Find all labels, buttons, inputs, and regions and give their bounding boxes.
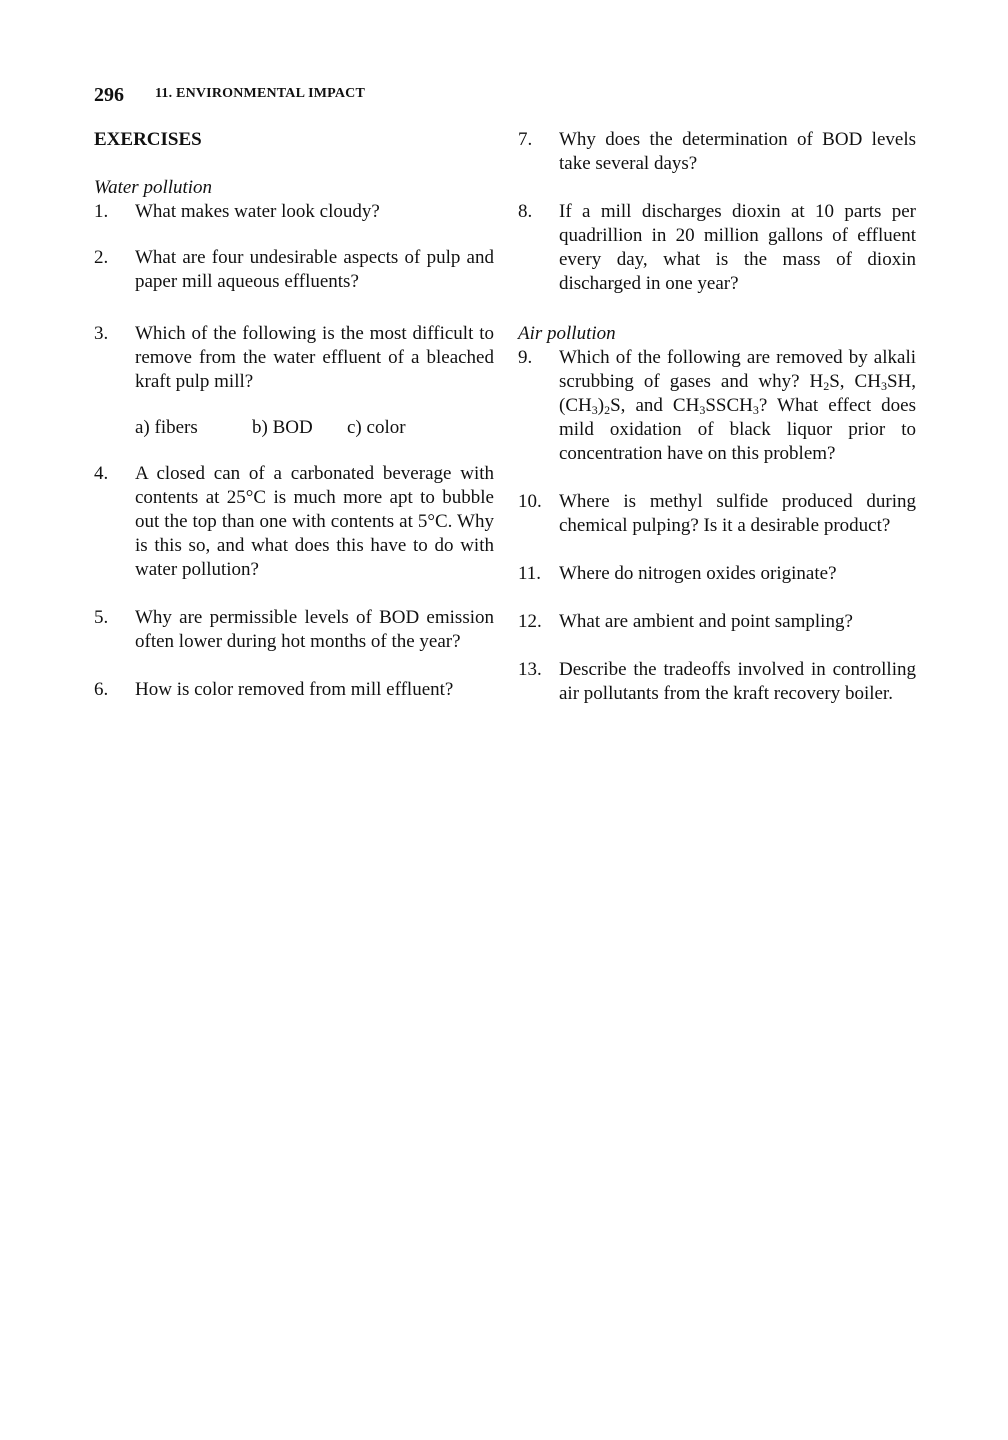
- question-10: [518, 490, 916, 538]
- question-9: [518, 346, 916, 466]
- question-1: [94, 200, 494, 224]
- right-column: [518, 126, 916, 706]
- question-number: 8.: [518, 201, 533, 222]
- question-text: Which of the following are removed by alkali scrubbing of gases and why? $H_2S$, $CH_3SH$, $(CH_3)_2S$, and $CH_3SSCH_3$? What effect does mild oxidation of black liquor prior to concentration have on this problem?: [559, 347, 916, 464]
- question-text: Describe the tradeoffs involved in controlling air pollutants from the kraft recovery boiler.: [559, 659, 916, 704]
- question-text: Where do nitrogen oxides originate?: [559, 563, 837, 584]
- question-4: [94, 462, 494, 582]
- question-3-options: [94, 416, 494, 440]
- question-text: Where is methyl sulfide produced during chemical pulping? Is it a desirable product?: [559, 491, 916, 536]
- question-text: Why are permissible levels of BOD emission often lower during hot months of the year?: [135, 607, 494, 652]
- question-3: [94, 322, 494, 394]
- question-number: 2.: [94, 247, 109, 268]
- question-13: [518, 658, 916, 706]
- question-text: Which of the following is the most difficult to remove from the water effluent of a bleached kraft pulp mill?: [135, 323, 494, 392]
- question-11: [518, 562, 916, 586]
- question-text: How is color removed from mill effluent?: [135, 679, 454, 700]
- question-number: 3.: [94, 323, 109, 344]
- question-number: 7.: [518, 129, 533, 150]
- question-text: What are ambient and point sampling?: [559, 611, 853, 632]
- section-water-pollution: Water pollution: [94, 177, 213, 198]
- question-number: 11.: [518, 563, 542, 584]
- question-text: A closed can of a carbonated beverage with contents at 25°C is much more apt to bubble out the top than one with contents at 5°C. Why is this so, and what does this have to do with water pollution?: [135, 463, 494, 580]
- question-number: 1.: [94, 201, 109, 222]
- question-7: [518, 128, 916, 176]
- question-text: If a mill discharges dioxin at 10 parts per quadrillion in 20 million gallons of effluent every day, what is the mass of dioxin discharged in one year?: [559, 201, 916, 294]
- question-text: What makes water look cloudy?: [135, 201, 380, 222]
- question-5: [94, 606, 494, 654]
- section-air-pollution: Air pollution: [518, 323, 616, 344]
- question-6: [94, 678, 494, 702]
- question-12: [518, 610, 916, 634]
- question-2: [94, 246, 494, 294]
- question-number: 4.: [94, 463, 109, 484]
- question-number: 9.: [518, 347, 533, 368]
- question-8: [518, 200, 916, 296]
- left-column: [94, 126, 494, 702]
- option-b: b) BOD: [252, 417, 313, 438]
- running-head: 11. ENVIRONMENTAL IMPACT: [155, 86, 366, 101]
- question-number: 6.: [94, 679, 109, 700]
- question-number: 12.: [518, 611, 542, 632]
- question-text: What are four undesirable aspects of pulp and paper mill aqueous effluents?: [135, 247, 494, 292]
- question-number: 10.: [518, 491, 542, 512]
- question-number: 13.: [518, 659, 542, 680]
- exercises-heading: EXERCISES: [94, 129, 202, 150]
- question-text: Why does the determination of BOD levels take several days?: [559, 129, 916, 174]
- question-number: 5.: [94, 607, 109, 628]
- option-c: c) color: [347, 417, 406, 438]
- option-a: a) fibers: [135, 417, 198, 438]
- page-number: 296: [94, 84, 124, 106]
